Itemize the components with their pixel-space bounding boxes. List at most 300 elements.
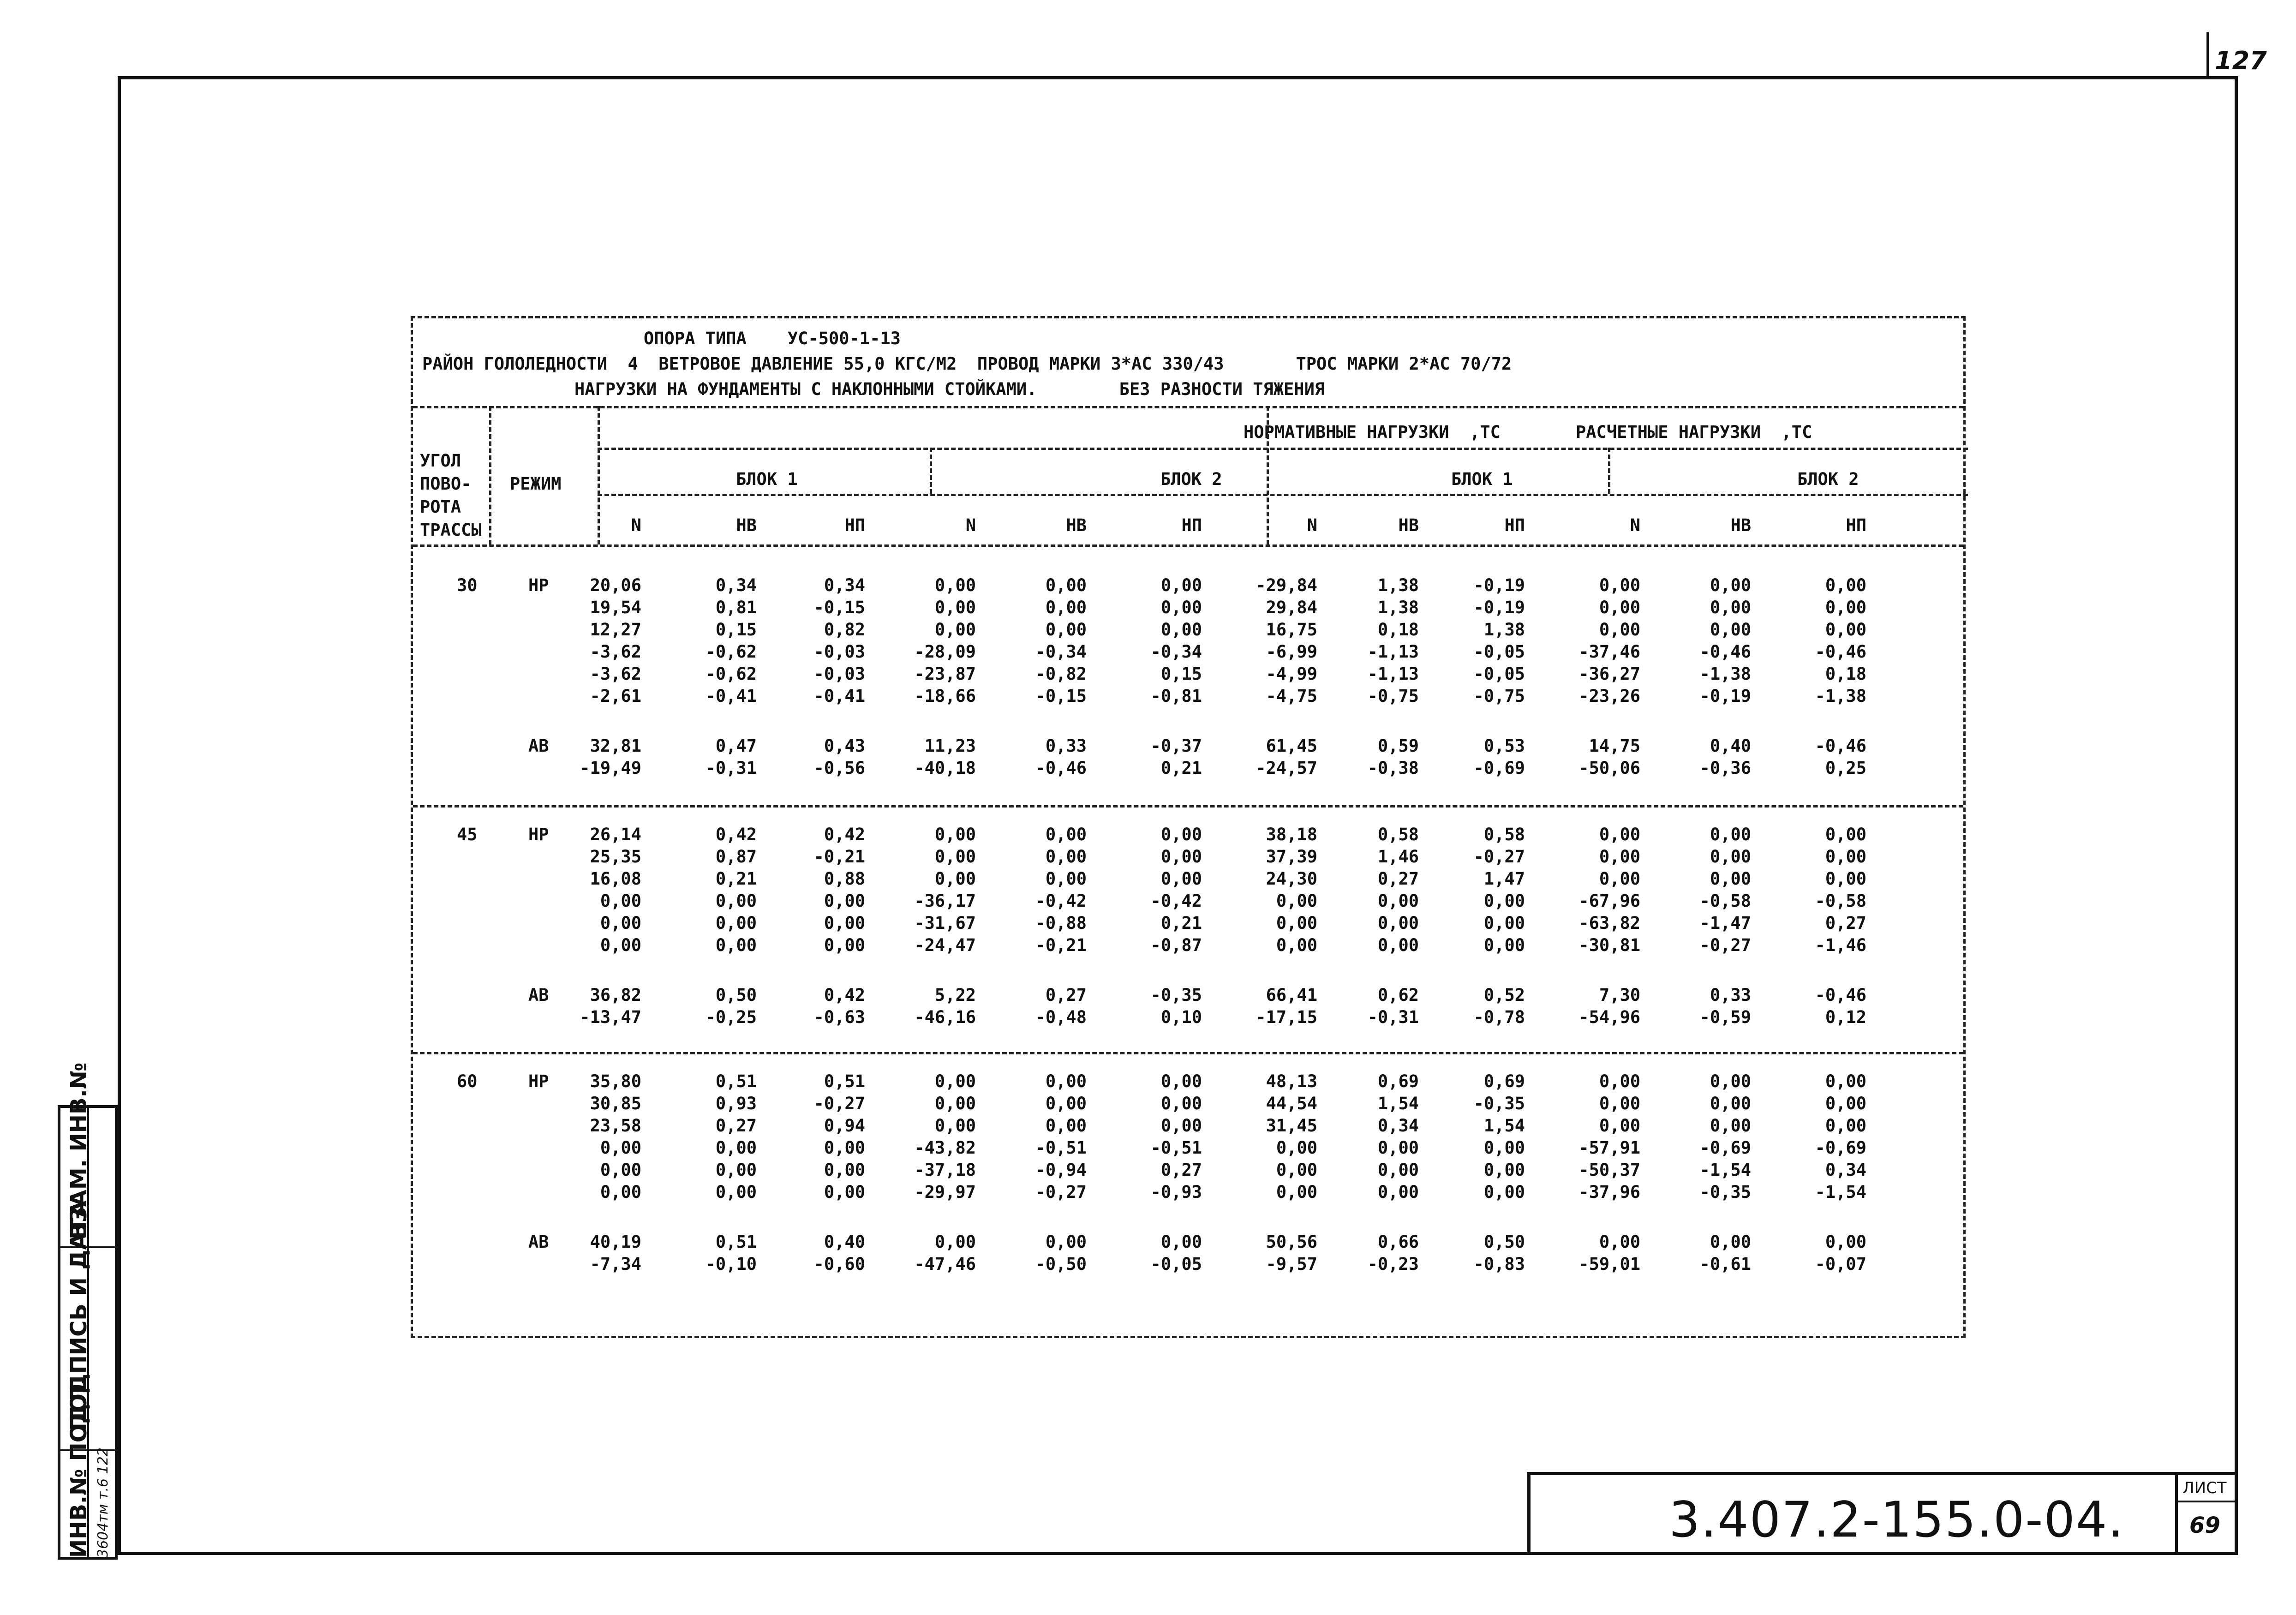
sidebar-stamp [58,1062,118,1560]
table-cell: -0,75 [1367,686,1419,706]
table-cell: -31,67 [914,913,976,933]
table-cell: 0,00 [824,1138,865,1158]
table-cell: 0,00 [1160,598,1202,617]
table-cell: -0,27 [1035,1182,1087,1202]
table-cell: 32,81 [590,736,641,756]
column-heading: N [1630,515,1640,535]
table-cell: 0,00 [600,913,641,933]
table-cell: -0,63 [813,1007,865,1027]
vrule [1608,448,1610,494]
table-cell: 0,34 [1377,1116,1419,1136]
table-cell: 0,00 [824,1160,865,1180]
sidebar-divider [60,1246,115,1248]
column-heading: НВ [1066,515,1087,535]
table-cell: -0,51 [1035,1138,1087,1158]
sidebar-label-signature: ПОДПИСЬ И ДАТА [66,1200,92,1431]
table-cell: 0,42 [824,985,865,1005]
table-cell: -67,96 [1578,891,1640,911]
heading-norm-block1: БЛОК 1 [736,469,798,489]
table-cell: 0,00 [1825,847,1866,867]
table-cell: 7,30 [1599,985,1640,1005]
table-cell: 0,00 [1710,869,1751,889]
table-cell: 0,00 [600,1160,641,1180]
table-cell: 0,00 [1599,1094,1640,1113]
drawing-code: 3.407.2-155.0-04. [1669,1491,2125,1548]
table-cell: -59,01 [1578,1254,1640,1274]
heading-angle-2: ПОВО- [420,474,472,494]
table-cell: 0,00 [1276,1182,1317,1202]
table-cell: 0,00 [1045,847,1087,867]
table-cell: 0,50 [1483,1232,1525,1252]
table-cell: 0,51 [715,1071,757,1091]
table-cell: -17,15 [1256,1007,1317,1027]
sheet-number: 69 [2189,1513,2220,1538]
table-cell: 0,00 [1599,575,1640,595]
table-cell: 0,58 [1377,825,1419,844]
table-cell: 37,39 [1266,847,1317,867]
table-cell: 0,00 [1276,1160,1317,1180]
table-cell: -0,48 [1035,1007,1087,1027]
table-cell: 0,00 [1377,913,1419,933]
table-cell: 0,00 [1276,935,1317,955]
table-cell: 0,00 [1045,1071,1087,1091]
table-cell: -6,99 [1266,642,1317,662]
table-cell: 0,00 [1483,891,1525,911]
table-cell: 0,00 [600,1138,641,1158]
table-cell: 0,42 [824,825,865,844]
table-cell: 0,00 [1710,1094,1751,1113]
table-cell: 1,46 [1377,847,1419,867]
heading-design-block2: БЛОК 2 [1797,469,1859,489]
table-cell: 0,94 [824,1116,865,1136]
table-cell: 0,00 [1045,598,1087,617]
table-cell: 1,54 [1483,1116,1525,1136]
table-cell: 0,00 [1276,891,1317,911]
table-cell: -1,54 [1815,1182,1866,1202]
table-cell: -0,69 [1815,1138,1866,1158]
table-cell: -0,35 [1699,1182,1751,1202]
table-cell: -0,10 [705,1254,757,1274]
table-cell: 0,40 [1710,736,1751,756]
table-cell: 16,75 [1266,620,1317,640]
table-cell: 0,00 [1483,1182,1525,1202]
table-cell: -1,38 [1699,664,1751,684]
table-cell: 0,00 [1710,598,1751,617]
table-cell: 0,27 [1825,913,1866,933]
table-cell: 0,00 [600,935,641,955]
table-cell: -0,35 [1473,1094,1525,1113]
table-cell: 0,00 [1825,620,1866,640]
table-cell: 0,00 [1599,598,1640,617]
table-cell: 0,51 [715,1232,757,1252]
sheet-cell [2175,1475,2238,1555]
table-cell: 11,23 [924,736,976,756]
table-cell: -0,46 [1815,736,1866,756]
table-cell: -29,97 [914,1182,976,1202]
table-cell: -0,62 [705,664,757,684]
table-cell: 0,34 [715,575,757,595]
table-cell: 0,00 [1599,1071,1640,1091]
table-cell: 0,34 [1825,1160,1866,1180]
title-stamp [1527,1472,2238,1555]
vrule [489,406,491,544]
table-cell: 0,00 [600,891,641,911]
table-cell: 0,93 [715,1094,757,1113]
table-cell: 0,00 [824,1182,865,1202]
table-cell: -0,36 [1699,758,1751,778]
table-cell: -0,21 [813,847,865,867]
heading-design: РАСЧЕТНЫЕ НАГРУЗКИ ,ТС [1576,422,1812,442]
table-cell: 0,00 [715,1182,757,1202]
mode-label: НР [528,575,549,595]
table-cell: 0,00 [1160,1094,1202,1113]
rule [413,406,1963,408]
table-cell: -28,09 [914,642,976,662]
table-cell: 24,30 [1266,869,1317,889]
table-cell: -9,57 [1266,1254,1317,1274]
table-cell: -0,21 [1035,935,1087,955]
table-cell: 0,00 [1825,1094,1866,1113]
heading-norm-block2: БЛОК 2 [1160,469,1222,489]
table-cell: -0,41 [705,686,757,706]
table-cell: 0,00 [600,1182,641,1202]
table-cell: -23,26 [1578,686,1640,706]
table-cell: 0,00 [1045,1232,1087,1252]
table-cell: 0,43 [824,736,865,756]
heading-normative: НОРМАТИВНЫЕ НАГРУЗКИ ,ТС [1244,422,1501,442]
table-cell: -0,41 [813,686,865,706]
table-cell: -7,34 [590,1254,641,1274]
angle-value: 30 [457,575,478,595]
table-cell: -0,05 [1473,642,1525,662]
table-cell: 5,22 [934,985,976,1005]
table-cell: 40,19 [590,1232,641,1252]
table-cell: 0,88 [824,869,865,889]
table-cell: -0,46 [1699,642,1751,662]
header-line-title: НАГРУЗКИ НА ФУНДАМЕНТЫ С НАКЛОННЫМИ СТОЙКАМИ. БЕЗ РАЗНОСТИ ТЯЖЕНИЯ [574,379,1325,399]
table-cell: 0,27 [1160,1160,1202,1180]
table-cell: -0,94 [1035,1160,1087,1180]
table-cell: 0,00 [824,891,865,911]
table-cell: -0,75 [1473,686,1525,706]
table-cell: -0,61 [1699,1254,1751,1274]
table-cell: 0,00 [1045,1094,1087,1113]
table-cell: 0,00 [1276,913,1317,933]
table-cell: 0,00 [715,1160,757,1180]
table-cell: -0,60 [813,1254,865,1274]
table-cell: 36,82 [590,985,641,1005]
table-cell: -3,62 [590,642,641,662]
table-cell: 0,62 [1377,985,1419,1005]
table-cell: -19,49 [580,758,641,778]
table-cell: 31,45 [1266,1116,1317,1136]
table-cell: 0,00 [715,935,757,955]
table-cell: -1,47 [1699,913,1751,933]
table-cell: -0,81 [1150,686,1202,706]
table-cell: -30,81 [1578,935,1640,955]
table-cell: 0,59 [1377,736,1419,756]
table-cell: 1,54 [1377,1094,1419,1113]
table-cell: 20,06 [590,575,641,595]
table-cell: -54,96 [1578,1007,1640,1027]
table-cell: 0,00 [934,1116,976,1136]
sidebar-divider [60,1449,115,1451]
table-cell: 0,00 [1825,1071,1866,1091]
table-cell: 0,00 [1825,1232,1866,1252]
column-heading: НВ [1398,515,1419,535]
table-cell: 1,38 [1377,598,1419,617]
group-rule [413,1052,1963,1054]
table-cell: 0,00 [934,598,976,617]
table-cell: -4,99 [1266,664,1317,684]
table-cell: -23,87 [914,664,976,684]
heading-design-block1: БЛОК 1 [1451,469,1513,489]
vrule [930,448,932,494]
table-cell: -0,31 [1367,1007,1419,1027]
table-cell: 44,54 [1266,1094,1317,1113]
table-cell: -24,57 [1256,758,1317,778]
group-rule [413,805,1963,808]
table-cell: 0,00 [934,1232,976,1252]
mode-label: АВ [528,985,549,1005]
table-cell: 0,50 [715,985,757,1005]
table-cell: -0,58 [1699,891,1751,911]
table-cell: 0,00 [1377,935,1419,955]
table-cell: 0,00 [1710,1116,1751,1136]
table-cell: 0,00 [1160,1232,1202,1252]
table-cell: 1,47 [1483,869,1525,889]
table-cell: -0,03 [813,664,865,684]
table-cell: -0,03 [813,642,865,662]
table-cell: 0,00 [1599,1232,1640,1252]
table-cell: 0,00 [1160,1071,1202,1091]
column-heading: N [631,515,641,535]
table-cell: 0,00 [1483,1160,1525,1180]
table-cell: -0,88 [1035,913,1087,933]
table-cell: 0,00 [934,620,976,640]
table-cell: 38,18 [1266,825,1317,844]
table-cell: 0,00 [1045,825,1087,844]
table-cell: 0,82 [824,620,865,640]
table-cell: -0,69 [1473,758,1525,778]
table-cell: 61,45 [1266,736,1317,756]
table-cell: 1,38 [1483,620,1525,640]
table-cell: 48,13 [1266,1071,1317,1091]
mode-label: НР [528,825,549,844]
table-cell: -63,82 [1578,913,1640,933]
table-cell: 0,00 [1710,1232,1751,1252]
sidebar-handwritten-note: 3604тм т.6 122 [95,1448,111,1558]
table-cell: 0,00 [1160,1116,1202,1136]
table-cell: 0,00 [1825,575,1866,595]
corner-rule [2206,32,2209,76]
table-cell: 0,87 [715,847,757,867]
table-cell: -0,31 [705,758,757,778]
table-cell: 0,66 [1377,1232,1419,1252]
table-cell: -0,05 [1150,1254,1202,1274]
table-cell: -0,69 [1699,1138,1751,1158]
table-cell: -1,54 [1699,1160,1751,1180]
table-cell: -0,46 [1815,985,1866,1005]
table-cell: 0,52 [1483,985,1525,1005]
table-cell: -0,37 [1150,736,1202,756]
mode-label: АВ [528,736,549,756]
column-heading: N [1307,515,1317,535]
vrule [1267,406,1269,544]
table-cell: 0,00 [1825,825,1866,844]
table-cell: 0,00 [1045,620,1087,640]
table-cell: 30,85 [590,1094,641,1113]
table-cell: 0,00 [1160,620,1202,640]
table-cell: 0,00 [1377,891,1419,911]
table-cell: 0,81 [715,598,757,617]
table-cell: -0,19 [1699,686,1751,706]
table-cell: 0,33 [1045,736,1087,756]
table-cell: -0,42 [1035,891,1087,911]
table-cell: -3,62 [590,664,641,684]
table-cell: -37,46 [1578,642,1640,662]
table-cell: 0,00 [1045,575,1087,595]
table-cell: 0,53 [1483,736,1525,756]
table-cell: -0,59 [1699,1007,1751,1027]
sidebar-label-replace: ВЗАМ. ИНВ.№ [66,1062,92,1239]
table-cell: 0,33 [1710,985,1751,1005]
table-cell: 0,25 [1825,758,1866,778]
table-cell: -46,16 [914,1007,976,1027]
table-cell: 35,80 [590,1071,641,1091]
table-cell: 0,00 [1377,1182,1419,1202]
table-cell: -0,42 [1150,891,1202,911]
mode-label: АВ [528,1232,549,1252]
table-cell: -0,38 [1367,758,1419,778]
column-heading: НП [1504,515,1525,535]
column-heading: НП [1181,515,1202,535]
angle-value: 60 [457,1071,478,1091]
table-cell: 0,00 [1599,847,1640,867]
angle-value: 45 [457,825,478,844]
table-cell: -0,78 [1473,1007,1525,1027]
table-cell: 0,58 [1483,825,1525,844]
table-cell: -13,47 [580,1007,641,1027]
table-cell: -37,18 [914,1160,976,1180]
sidebar-label-inv: ИНВ.№ ПОДЛ. [66,1377,92,1558]
rule [598,448,1968,450]
table-cell: 66,41 [1266,985,1317,1005]
table-cell: 26,14 [590,825,641,844]
table-cell: -43,82 [914,1138,976,1158]
table-cell: -0,07 [1815,1254,1866,1274]
column-heading: N [965,515,976,535]
table-cell: 50,56 [1266,1232,1317,1252]
table-cell: 0,00 [934,1094,976,1113]
table-cell: 0,10 [1160,1007,1202,1027]
table-cell: -0,27 [1473,847,1525,867]
table-cell: -0,35 [1150,985,1202,1005]
column-heading: НП [1846,515,1866,535]
table-cell: 0,00 [1599,1116,1640,1136]
heading-angle-3: РОТА [420,497,461,517]
table-cell: -0,34 [1035,642,1087,662]
table-cell: -36,17 [914,891,976,911]
table-cell: 0,00 [934,847,976,867]
table-cell: 0,00 [1483,1138,1525,1158]
page-number: 127 [2215,46,2267,75]
table-cell: 0,40 [824,1232,865,1252]
table-cell: -24,47 [914,935,976,955]
table-cell: -1,13 [1367,642,1419,662]
table-cell: -2,61 [590,686,641,706]
table-cell: -0,58 [1815,891,1866,911]
table-cell: 0,00 [1160,825,1202,844]
table-cell: 0,00 [1045,1116,1087,1136]
table-cell: 0,12 [1825,1007,1866,1027]
table-cell: 14,75 [1589,736,1640,756]
table-cell: 0,00 [1825,869,1866,889]
table-cell: 0,00 [1710,620,1751,640]
mode-label: НР [528,1071,549,1091]
table-cell: -1,46 [1815,935,1866,955]
table-cell: 0,15 [715,620,757,640]
table-cell: 25,35 [590,847,641,867]
table-cell: -0,62 [705,642,757,662]
table-cell: -40,18 [914,758,976,778]
table-cell: 0,00 [1710,825,1751,844]
table-cell: 0,00 [1276,1138,1317,1158]
table-cell: 0,47 [715,736,757,756]
table-cell: -36,27 [1578,664,1640,684]
heading-mode: РЕЖИМ [510,474,562,494]
table-cell: -0,23 [1367,1254,1419,1274]
table-cell: 0,51 [824,1071,865,1091]
table-cell: 0,00 [934,1071,976,1091]
table-cell: -50,37 [1578,1160,1640,1180]
table-cell: -47,46 [914,1254,976,1274]
table-cell: 0,00 [715,913,757,933]
table-cell: 0,00 [1160,575,1202,595]
table-cell: 0,00 [1599,825,1640,844]
table-cell: 0,00 [1710,847,1751,867]
column-heading: НВ [1730,515,1751,535]
table-cell: 0,00 [1710,1071,1751,1091]
table-cell: -0,83 [1473,1254,1525,1274]
table-cell: -0,56 [813,758,865,778]
table-cell: 0,21 [1160,758,1202,778]
table-cell: -0,46 [1815,642,1866,662]
table-cell: 23,58 [590,1116,641,1136]
header-line-conditions: РАЙОН ГОЛОЛЕДНОСТИ 4 ВЕТРОВОЕ ДАВЛЕНИЕ 55,0 КГС/М2 ПРОВОД МАРКИ 3*АС 330/43 ТРОС МАРКИ 2*АС 70/72 [422,354,1512,374]
table-cell: 0,00 [1599,869,1640,889]
table-cell: -1,38 [1815,686,1866,706]
table-cell: 0,00 [934,825,976,844]
table-cell: -0,50 [1035,1254,1087,1274]
vrule [598,406,600,544]
table-cell: -1,13 [1367,664,1419,684]
table-cell: 0,00 [715,891,757,911]
column-heading: НП [844,515,865,535]
table-cell: 0,42 [715,825,757,844]
table-cell: -29,84 [1256,575,1317,595]
table-cell: 0,00 [934,575,976,595]
table-cell: -0,05 [1473,664,1525,684]
table-cell: 0,00 [1377,1138,1419,1158]
table-cell: -57,91 [1578,1138,1640,1158]
table-cell: 0,69 [1377,1071,1419,1091]
table-cell: -0,19 [1473,598,1525,617]
table-cell: -0,34 [1150,642,1202,662]
column-heading: НВ [736,515,757,535]
table-cell: 0,00 [934,869,976,889]
table-cell: -0,15 [1035,686,1087,706]
